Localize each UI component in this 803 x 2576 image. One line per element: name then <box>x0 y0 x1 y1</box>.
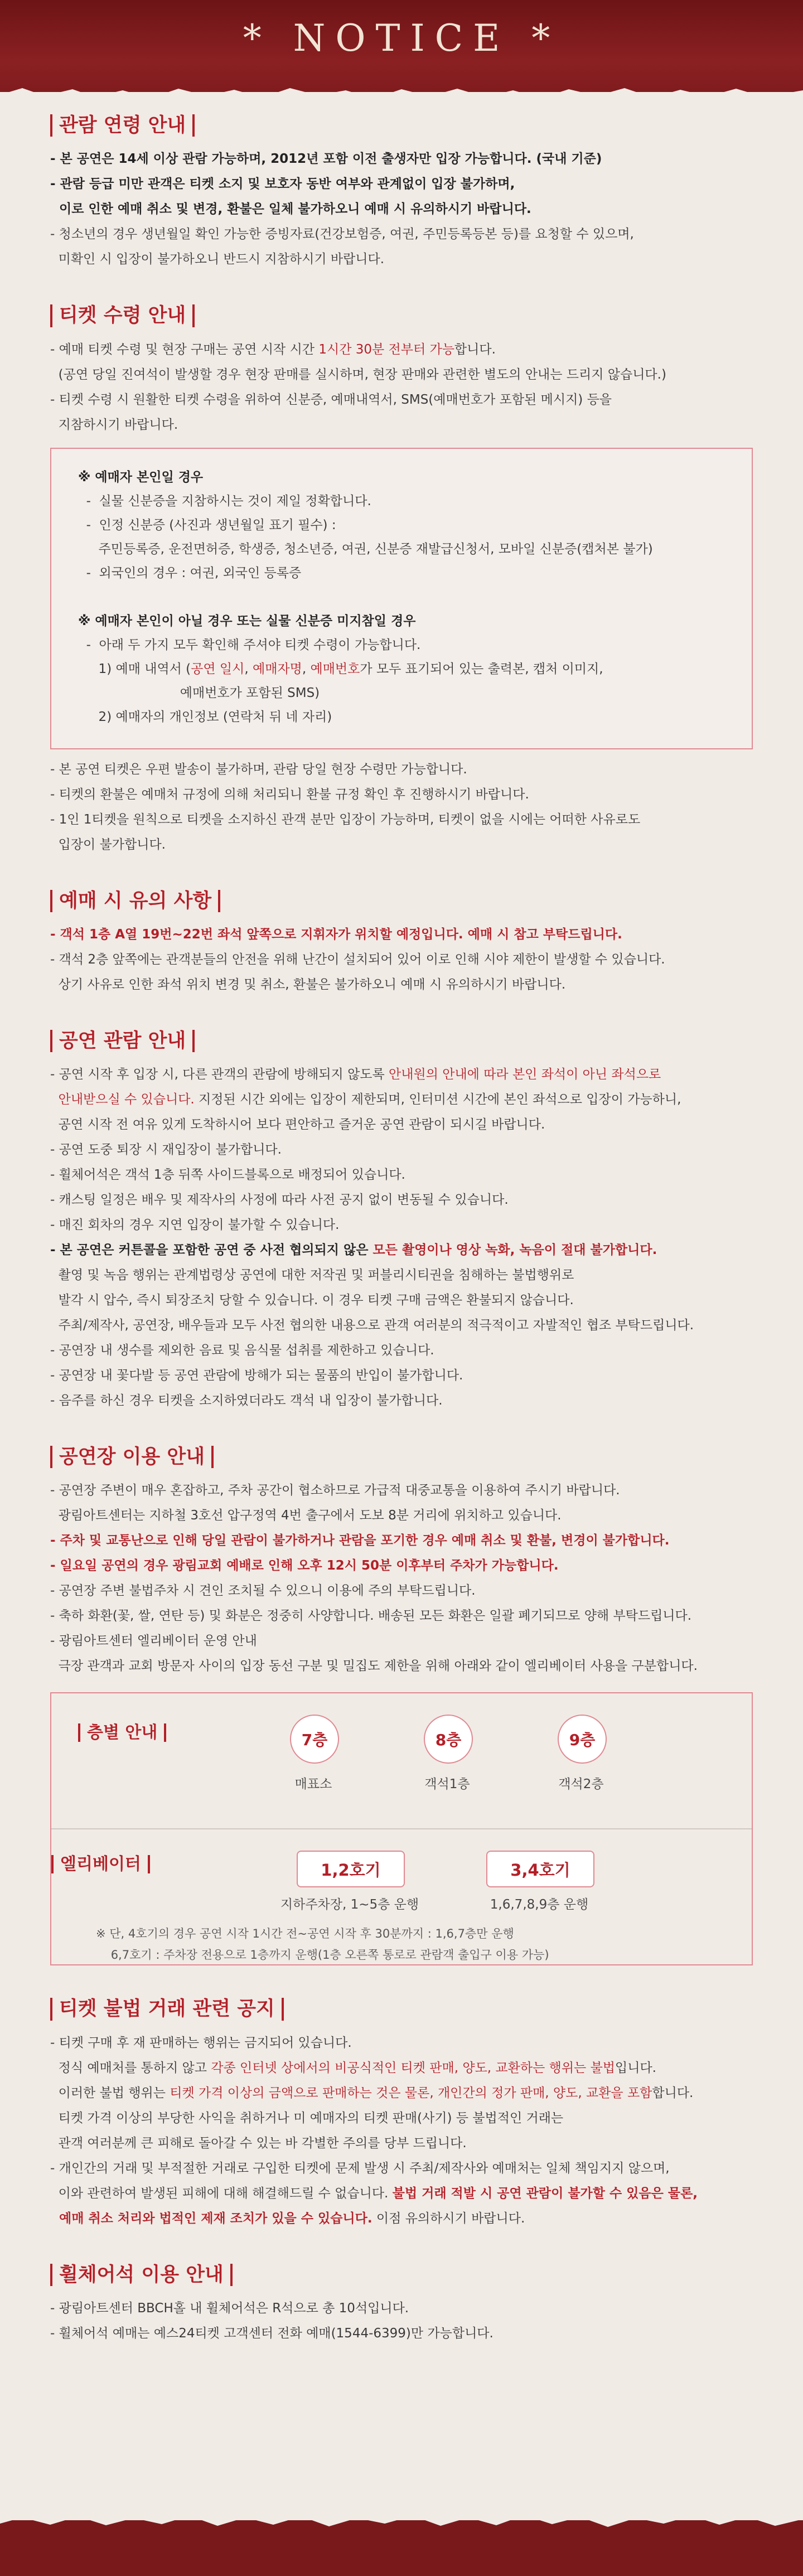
floor-7-caption: 매표소 <box>294 1777 332 1792</box>
line-segment: 예매자명 <box>252 661 302 676</box>
notice-line <box>50 1578 753 1604</box>
line-segment: - 주차 및 교통난으로 인해 당일 관람이 불가하거나 관람을 포기한 경우 예매 취소 및 환불, 변경이 불가합니다. <box>50 1533 670 1548</box>
notice-line <box>50 2131 753 2156</box>
section-viewing <box>50 1030 753 1413</box>
line-segment: - 공연 시작 후 입장 시, 다른 관객의 관람에 방해되지 않도록 <box>50 1067 389 1082</box>
notice-line <box>50 172 753 197</box>
notice-line <box>50 1338 753 1363</box>
line-segment: 이와 관련하여 발생된 피해에 대해 해결해드릴 수 없습니다. <box>50 2186 393 2201</box>
notice-line <box>50 247 753 272</box>
line-segment: 관객 여러분께 큰 피해로 돌아갈 수 있는 바 각별한 주의를 당부 드립니다. <box>50 2136 467 2151</box>
page-title: * NOTICE * <box>243 17 560 60</box>
notice-line <box>78 561 725 585</box>
notice-line <box>50 922 753 947</box>
line-segment: , <box>244 661 253 676</box>
notice-line <box>50 1654 753 1679</box>
notice-line <box>50 1213 753 1238</box>
line-segment: - 축하 화환(꽃, 쌀, 연탄 등) 및 화분은 정중히 사양합니다. 배송된 모든 화환은 일괄 폐기되므로 양해 부탁드립니다. <box>50 1609 692 1624</box>
notice-line <box>78 609 725 633</box>
notice-line <box>50 1629 753 1654</box>
line-segment: 공연 일시 <box>191 661 245 676</box>
notice-line <box>50 1478 753 1503</box>
line-segment: - 매진 회차의 경우 지연 입장이 불가할 수 있습니다. <box>50 1218 340 1232</box>
line-segment: - 예매 티켓 수령 및 현장 구매는 공연 시작 시간 <box>50 342 319 357</box>
notice-line <box>50 972 753 998</box>
notice-line <box>50 1363 753 1388</box>
line-segment: 티켓 가격 이상의 부당한 사익을 취하거나 미 예매자의 티켓 판매(사기) 등 불법적인 거래는 <box>50 2110 564 2125</box>
section-lines <box>50 2296 753 2346</box>
notice-line <box>50 1238 753 1263</box>
line-segment <box>78 590 82 604</box>
notice-line <box>50 2296 753 2321</box>
section-title: 관람 연령 안내 <box>50 114 195 137</box>
notice-line <box>50 388 753 413</box>
elevator-3-4-caption: 1,6,7,8,9층 운행 <box>490 1897 589 1912</box>
notice-line <box>78 538 725 561</box>
line-segment: 예매 취소 처리와 법적인 제재 조치가 있을 수 있습니다. <box>50 2211 373 2226</box>
notice-line <box>50 1553 753 1578</box>
elevator-note: ※ 단, 4호기의 경우 공연 시작 1시간 전~공연 시작 후 30분까지 : 1,6,7층만 운행 6,7호기 : 주차장 전용으로 1층까지 운행(1층 오른쪽 통로로 관람객 출입구 이용 가능) <box>96 1927 549 1962</box>
notice-line <box>50 1503 753 1528</box>
notice-line <box>78 633 725 657</box>
section-title: 예매 시 유의 사항 <box>50 890 220 912</box>
line-segment: 예매번호 <box>310 661 360 676</box>
notice-line <box>50 1263 753 1288</box>
notice-line <box>78 490 725 514</box>
notice-line <box>50 1288 753 1313</box>
notice-line <box>50 947 753 972</box>
elevator-1-2-badge: 1,2호기 <box>297 1851 405 1887</box>
line-segment: 광림아트센터는 지하철 3호선 압구정역 4번 출구에서 도보 8분 거리에 위치하고 있습니다. <box>50 1508 562 1523</box>
line-segment: 불법 거래 적발 시 공연 관람이 불가할 수 있음은 물론, <box>392 2186 698 2201</box>
line-segment: - 광림아트센터 엘리베이터 운영 안내 <box>50 1634 257 1649</box>
line-segment: 각종 인터넷 상에서의 비공식적인 티켓 판매, 양도, 교환하는 행위는 불법 <box>211 2060 616 2075</box>
notice-line <box>50 782 753 807</box>
section-lines <box>50 1478 753 1679</box>
notice-line <box>50 1188 753 1213</box>
line-segment: 극장 관객과 교회 방문자 사이의 입장 동선 구분 및 밀집도 제한을 위해 아래와 같이 엘리베이터 사용을 구분합니다. <box>50 1659 698 1674</box>
notice-line <box>50 2206 753 2231</box>
line-segment: - 실물 신분증을 지참하시는 것이 제일 정확합니다. <box>78 493 371 509</box>
line-segment: - 캐스팅 일정은 배우 및 제작사의 사정에 따라 사전 공지 없이 변동될 수 있습니다. <box>50 1193 509 1207</box>
elevator-label: 엘리베이터 <box>51 1855 150 1873</box>
section-lines <box>50 147 753 272</box>
line-segment: 지참하시기 바랍니다. <box>50 417 178 432</box>
notice-line <box>50 2081 753 2106</box>
notice-line <box>50 1163 753 1188</box>
line-segment: 이로 인한 예매 취소 및 변경, 환불은 일체 불가하오니 예매 시 유의하시기 바랍니다. <box>50 202 531 217</box>
section-lines <box>50 757 753 858</box>
notice-line <box>50 197 753 222</box>
line-segment: - 공연장 내 꽃다발 등 공연 관람에 방해가 되는 물품의 반입이 불가합니다. <box>50 1368 463 1383</box>
notice-line <box>50 1112 753 1137</box>
notice-content <box>50 114 753 2379</box>
notice-line <box>50 1087 753 1112</box>
line-segment: - 휠체어석 예매는 예스24티켓 고객센터 전화 예매(1544-6399)만 가능합니다. <box>50 2326 494 2341</box>
elevator-1-2-caption: 지하주차장, 1~5층 운행 <box>280 1897 419 1912</box>
section-title: 공연 관람 안내 <box>50 1030 195 1052</box>
notice-line <box>50 1604 753 1629</box>
line-segment: 주최/제작사, 공연장, 배우들과 모두 사전 협의한 내용으로 관객 여러분의 적극적이고 자발적인 협조 부탁드립니다. <box>50 1318 694 1333</box>
line-segment: - 인정 신분증 (사진과 생년월일 표기 필수) : <box>78 517 336 532</box>
notice-line <box>50 2106 753 2131</box>
line-segment: 상기 사유로 인한 좌석 위치 변경 및 취소, 환불은 불가하오니 예매 시 유의하시기 바랍니다. <box>50 977 566 992</box>
notice-line <box>78 681 725 705</box>
line-segment: - 관람 등급 미만 관객은 티켓 소지 및 보호자 동반 여부와 관계없이 입장 불가하며, <box>50 177 515 192</box>
section-age <box>50 114 753 272</box>
notice-line <box>50 337 753 362</box>
floor-guide-label: 층별 안내 <box>78 1723 166 1742</box>
notice-line <box>50 2321 753 2346</box>
section-lines <box>50 2031 753 2231</box>
section-lines <box>50 1062 753 1413</box>
line-segment: - 공연장 내 생수를 제외한 음료 및 음식물 섭취를 제한하고 있습니다. <box>50 1343 434 1358</box>
line-segment: - 티켓의 환불은 예매처 규정에 의해 처리되니 환불 규정 확인 후 진행하시기 바랍니다. <box>50 787 529 802</box>
section-lines <box>50 337 753 438</box>
floor-9-badge: 9층 <box>558 1715 607 1764</box>
line-segment: - 휠체어석은 객석 1층 뒤쪽 사이드블록으로 배정되어 있습니다. <box>50 1168 405 1182</box>
line-segment: 합니다. <box>454 342 496 357</box>
line-segment: 주민등록증, 운전면허증, 학생증, 청소년증, 여권, 신분증 재발급신청서, 모바일 신분증(캡처본 불가) <box>78 541 653 556</box>
line-segment: 가 모두 표기되어 있는 출력본, 캡처 이미지, <box>360 661 603 676</box>
line-segment: 합니다. <box>652 2085 694 2100</box>
notice-line <box>50 2156 753 2181</box>
floor-row <box>78 1708 725 1819</box>
notice-line <box>50 757 753 782</box>
notice-line <box>50 2031 753 2056</box>
section-title: 티켓 수령 안내 <box>50 304 195 327</box>
line-segment: - 개인간의 거래 및 부적절한 거래로 구입한 티켓에 문제 발생 시 주최/제작사와 예매처는 일체 책임지지 않으며, <box>50 2161 670 2176</box>
line-segment: - 공연장 주변 불법주차 시 견인 조치될 수 있으니 이용에 주의 부탁드립니다. <box>50 1584 476 1599</box>
line-segment: 1) 예매 내역서 ( <box>78 661 191 676</box>
line-segment: 안내받으실 수 있습니다. <box>50 1092 195 1107</box>
line-segment: - 일요일 공연의 경우 광림교회 예배로 인해 오후 12시 50분 이후부터 주차가 가능합니다. <box>50 1558 559 1573</box>
line-segment: - 본 공연은 14세 이상 관람 가능하며, 2012년 포함 이전 출생자만 입장 가능 <box>50 152 490 167</box>
notice-line <box>78 585 725 609</box>
line-segment: ※ 예매자 본인이 아닐 경우 또는 실물 신분증 미지참일 경우 <box>78 613 416 628</box>
floor-8-badge: 8층 <box>424 1715 473 1764</box>
notice-line <box>50 1528 753 1553</box>
line-segment: - 청소년의 경우 생년월일 확인 가능한 증빙자료(건강보험증, 여권, 주민등록등본 등)를 요청할 수 있으며, <box>50 227 634 242</box>
section-booking <box>50 890 753 998</box>
notice-line <box>78 657 725 681</box>
line-segment: 정식 예매처를 통하지 않고 <box>50 2060 211 2075</box>
floor-9-caption: 객석2층 <box>558 1777 604 1792</box>
line-segment: - 아래 두 가지 모두 확인해 주셔야 티켓 수령이 가능합니다. <box>78 637 421 652</box>
line-segment: - 객석 1층 A열 19번~22번 좌석 앞쪽으로 지휘자가 위치할 예정입니다. 예매 시 참고 부탁드립니다. <box>50 927 622 942</box>
notice-line <box>78 705 725 729</box>
notice-line <box>50 2056 753 2081</box>
floor-8-caption: 객석1층 <box>424 1777 470 1792</box>
line-segment: 안내원의 안내에 따라 본인 좌석이 아닌 좌석으로 <box>389 1067 661 1082</box>
section-title: 휠체어석 이용 안내 <box>50 2264 233 2286</box>
line-segment: 입장이 불가합니다. <box>50 837 166 852</box>
line-segment: - 공연 도중 퇴장 시 재입장이 불가합니다. <box>50 1142 282 1157</box>
line-segment: - 1인 1티켓을 원칙으로 티켓을 소지하신 관객 분만 입장이 가능하며, 티켓이 없을 시에는 어떠한 사유로도 <box>50 812 641 827</box>
line-segment: - 티켓 구매 후 재 판매하는 행위는 금지되어 있습니다. <box>50 2035 352 2050</box>
line-segment: 입니다. <box>615 2060 656 2075</box>
line-segment: 지정된 시간 외에는 입장이 제한되며, 인터미션 시간에 본인 좌석으로 입장이 가능하니, <box>194 1092 681 1107</box>
floor-guide-box <box>50 1692 753 1965</box>
line-segment: 발각 시 압수, 즉시 퇴장조치 당할 수 있습니다. 이 경우 티켓 구매 금액은 환불되지 않습니다. <box>50 1293 574 1308</box>
section-title: 티켓 불법 거래 관련 공지 <box>50 1998 284 2020</box>
line-segment: - 본 공연은 커튼콜을 포함한 공연 중 사전 협의되지 않은 <box>50 1243 373 1257</box>
notice-line <box>50 362 753 388</box>
line-segment: ※ 예매자 본인일 경우 <box>78 469 204 485</box>
notice-line <box>50 832 753 858</box>
line-segment: - 티켓 수령 시 원활한 티켓 수령을 위하여 신분증, 예매내역서, SMS(예매번호가 포함된 메시지) 등을 <box>50 392 612 407</box>
line-segment: , <box>302 661 311 676</box>
notice-line <box>78 514 725 538</box>
line-segment: - 본 공연 티켓은 우편 발송이 불가하며, 관람 당일 현장 수령만 가능합니다. <box>50 762 467 777</box>
elevator-3-4-badge: 3,4호기 <box>486 1851 594 1887</box>
floor-divider <box>51 1828 752 1829</box>
line-segment: 이점 유의하시기 바랍니다. <box>372 2211 525 2226</box>
line-segment: 촬영 및 녹음 행위는 관계법령상 공연에 대한 저작권 및 퍼블리시티권을 침해하는 불법행위로 <box>50 1268 574 1282</box>
line-segment: 공연 시작 전 여유 있게 도착하시어 보다 편안하고 즐거운 공연 관람이 되시길 바랍니다. <box>50 1117 545 1132</box>
torn-paper-bottom-edge <box>0 2509 803 2531</box>
line-segment: 예매번호가 포함된 SMS) <box>78 685 320 700</box>
notice-line <box>50 413 753 438</box>
notice-line <box>50 2181 753 2206</box>
section-illegal <box>50 1998 753 2231</box>
notice-line <box>50 147 753 172</box>
line-segment: 미확인 시 입장이 불가하오니 반드시 지참하시기 바랍니다. <box>50 252 385 267</box>
notice-line <box>50 1062 753 1087</box>
line-segment: 이러한 불법 행위는 <box>50 2085 170 2100</box>
section-title: 공연장 이용 안내 <box>50 1446 214 1468</box>
notice-line <box>50 807 753 832</box>
line-segment: 합니다. (국내 기준) <box>490 152 602 167</box>
notice-line <box>50 1313 753 1338</box>
id-requirements-box <box>50 448 753 749</box>
line-segment: 티켓 가격 이상의 금액으로 판매하는 것은 물론, 개인간의 정가 판매, 양도, 교환을 포함 <box>170 2085 652 2100</box>
floor-7-badge: 7층 <box>290 1715 339 1764</box>
line-segment: - 음주를 하신 경우 티켓을 소지하였더라도 객석 내 입장이 불가합니다. <box>50 1393 443 1408</box>
line-segment: - 객석 2층 앞쪽에는 관객분들의 안전을 위해 난간이 설치되어 있어 이로 인해 시야 제한이 발생할 수 있습니다. <box>50 952 665 967</box>
line-segment: 1시간 30분 전부터 가능 <box>318 342 454 357</box>
line-segment: 모든 촬영이나 영상 녹화, 녹음이 절대 불가합니다. <box>373 1243 657 1257</box>
line-segment: (공연 당일 진여석이 발생할 경우 현장 판매를 실시하며, 현장 판매와 관련한 별도의 안내는 드리지 않습니다.) <box>50 367 666 382</box>
notice-line <box>50 222 753 247</box>
section-ticket <box>50 304 753 857</box>
line-segment: - 외국인의 경우 : 여권, 외국인 등록증 <box>78 565 302 580</box>
line-segment: 2) 예매자의 개인정보 (연락처 뒤 네 자리) <box>78 709 332 724</box>
notice-line <box>50 1137 753 1163</box>
section-wheelchair <box>50 2264 753 2346</box>
line-segment: - 공연장 주변이 매우 혼잡하고, 주차 공간이 협소하므로 가급적 대중교통을 이용하여 주시기 바랍니다. <box>50 1483 620 1498</box>
section-venue <box>50 1446 753 1965</box>
section-lines <box>50 922 753 998</box>
notice-line <box>78 466 725 490</box>
line-segment: - 광림아트센터 BBCH홀 내 휠체어석은 R석으로 총 10석입니다. <box>50 2301 409 2316</box>
notice-line <box>50 1388 753 1413</box>
